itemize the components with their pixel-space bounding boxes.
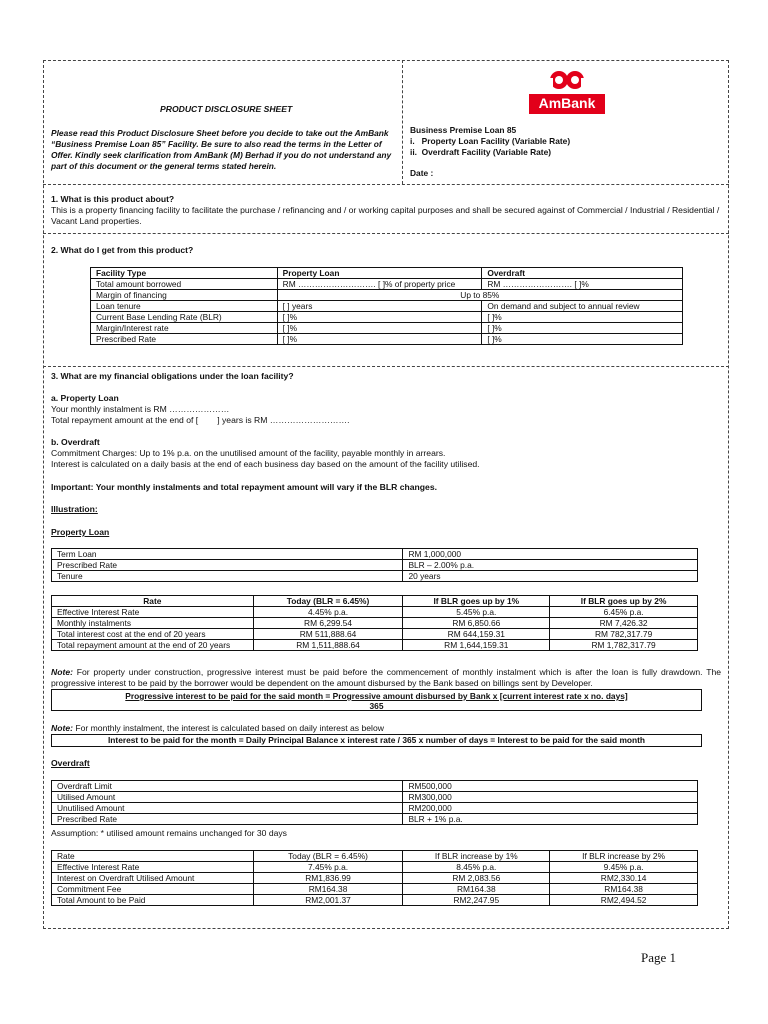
table-cell: RM 1,782,317.79 (550, 640, 698, 651)
table-cell: RM2,001.37 (253, 895, 403, 906)
table-cell: Prescribed Rate (91, 334, 278, 345)
table-cell: [ ]% (482, 312, 683, 323)
facility-table (90, 267, 683, 345)
table-cell: [ ]% (482, 323, 683, 334)
table-cell: RM ………………………. [ ]% of property price (277, 279, 482, 290)
table-cell: BLR + 1% p.a. (403, 814, 698, 825)
table-cell: RM200,000 (403, 803, 698, 814)
logo-text: AmBank (538, 95, 596, 111)
table-cell: Tenure (52, 571, 403, 582)
table-cell: 5.45% p.a. (403, 607, 550, 618)
total-repayment-line: Total repayment amount at the end of [ ] years is RM ………………………. (51, 415, 350, 425)
overdraft-rate-table (51, 850, 698, 906)
illustration-heading: Illustration: (51, 504, 98, 514)
table-cell: Effective Interest Rate (52, 862, 254, 873)
property-loan-subheading: a. Property Loan (51, 393, 119, 403)
table-cell: If BLR increase by 1% (403, 851, 550, 862)
table-cell: Interest on Overdraft Utilised Amount (52, 873, 254, 884)
commitment-charges-line: Commitment Charges: Up to 1% p.a. on the unutilised amount of the facility, payable monthly in arrears. (51, 448, 446, 458)
product-line-1: i. Property Loan Facility (Variable Rate) (410, 136, 571, 146)
table-cell: Rate (52, 851, 254, 862)
table-cell: Loan tenure (91, 301, 278, 312)
table-cell: RM1,836.99 (253, 873, 403, 884)
ambank-logo (529, 68, 605, 116)
note-text: For property under construction, progressive interest must be paid before the commencement of monthly instalment which is after the loan is fully drawdown. The progressive interest to be paid by the borrower would be dependent on the amount disbursed by the Bank based on billings sent by Developer. (51, 667, 721, 688)
table-cell: 9.45% p.a. (550, 862, 698, 873)
daily-interest-formula: Interest to be paid for the month = Daily Principal Balance x interest rate / 365 x number of days = Interest to be paid for the said month (51, 734, 702, 747)
header-divider (402, 60, 403, 184)
table-cell: RM2,247.95 (403, 895, 550, 906)
progressive-interest-note (51, 667, 721, 688)
important-notice: Important: Your monthly instalments and total repayment amount will vary if the BLR changes. (51, 482, 437, 492)
section-divider (43, 184, 729, 185)
table-cell: RM164.38 (253, 884, 403, 895)
section-1-text: This is a property financing facility to facilitate the purchase / refinancing and / or working capital purposes and shall be secured against of Commercial / Industrial / Residential / Vacant Land properties. (51, 205, 720, 226)
property-loan-illustration-heading: Property Loan (51, 527, 110, 537)
table-cell: Prescribed Rate (52, 560, 403, 571)
note-label: Note: (51, 667, 73, 677)
table-cell: Monthly instalments (52, 618, 254, 629)
section-divider (43, 366, 729, 367)
formula-denominator: 365 (369, 701, 384, 711)
table-cell: Total interest cost at the end of 20 years (52, 629, 254, 640)
table-cell: RM 782,317.79 (550, 629, 698, 640)
table-cell: 20 years (403, 571, 698, 582)
table-cell: Unutilised Amount (52, 803, 403, 814)
property-loan-header: Property Loan (277, 268, 482, 279)
note-label: Note: (51, 723, 73, 733)
section-1-heading: 1. What is this product about? (51, 194, 175, 204)
table-cell: Commitment Fee (52, 884, 254, 895)
table-cell: On demand and subject to annual review (482, 301, 683, 312)
table-cell: Today (BLR = 6.45%) (253, 851, 403, 862)
table-cell: Margin/Interest rate (91, 323, 278, 334)
table-cell: Total repayment amount at the end of 20 years (52, 640, 254, 651)
table-cell: [ ]% (277, 334, 482, 345)
overdraft-header: Overdraft (482, 268, 683, 279)
table-cell: Margin of financing (91, 290, 278, 301)
table-header: Today (BLR = 6.45%) (253, 596, 403, 607)
page-title: PRODUCT DISCLOSURE SHEET (160, 104, 293, 114)
table-cell: [ ]% (482, 334, 683, 345)
interest-calc-line: Interest is calculated on a daily basis at the end of each business day based on the amount of the facility utilised. (51, 459, 480, 469)
table-cell: RM 6,850.66 (403, 618, 550, 629)
table-cell: Effective Interest Rate (52, 607, 254, 618)
table-cell: Total amount borrowed (91, 279, 278, 290)
table-cell: RM 644,159.31 (403, 629, 550, 640)
overdraft-illustration-heading: Overdraft (51, 758, 90, 768)
table-cell: 4.45% p.a. (253, 607, 403, 618)
daily-interest-note (51, 723, 384, 733)
table-cell: RM 6,299.54 (253, 618, 403, 629)
table-cell: Term Loan (52, 549, 403, 560)
page-number: Page 1 (641, 950, 677, 965)
table-cell: RM 7,426.32 (550, 618, 698, 629)
table-header: Rate (52, 596, 254, 607)
product-line-2: ii. Overdraft Facility (Variable Rate) (410, 147, 552, 157)
table-cell: Prescribed Rate (52, 814, 403, 825)
assumption-text: Assumption: * utilised amount remains unchanged for 30 days (51, 828, 287, 838)
monthly-instalment-line: Your monthly instalment is RM ………………… (51, 404, 230, 414)
table-header: If BLR goes up by 2% (550, 596, 698, 607)
product-name: Business Premise Loan 85 (410, 125, 517, 135)
overdraft-limit-table (51, 780, 698, 825)
section-2-heading: 2. What do I get from this product? (51, 245, 194, 255)
overdraft-subheading: b. Overdraft (51, 437, 100, 447)
table-cell: Up to 85% (277, 290, 682, 301)
table-cell: Overdraft Limit (52, 781, 403, 792)
table-cell: RM 1,511,888.64 (253, 640, 403, 651)
table-cell: 7.45% p.a. (253, 862, 403, 873)
table-cell: RM 511,888.64 (253, 629, 403, 640)
table-cell: RM2,494.52 (550, 895, 698, 906)
section-divider (43, 233, 729, 234)
facility-type-header: Facility Type (91, 268, 278, 279)
formula-left: Progressive interest to be paid for the said month (125, 691, 324, 701)
date-label: Date : (410, 168, 434, 178)
progressive-interest-formula (51, 689, 702, 711)
note-text: For monthly instalment, the interest is calculated based on daily interest as below (72, 723, 384, 733)
table-cell: [ ]% (277, 323, 482, 334)
term-loan-table (51, 548, 698, 582)
table-cell: RM 1,000,000 (403, 549, 698, 560)
table-cell: If BLR increase by 2% (550, 851, 698, 862)
table-cell: RM2,330.14 (550, 873, 698, 884)
table-cell: Utilised Amount (52, 792, 403, 803)
table-cell: RM500,000 (403, 781, 698, 792)
table-cell: RM300,000 (403, 792, 698, 803)
table-cell: RM164.38 (403, 884, 550, 895)
table-cell: RM 1,644,159.31 (403, 640, 550, 651)
table-cell: [ ]% (277, 312, 482, 323)
table-cell: 6.45% p.a. (550, 607, 698, 618)
table-cell: [ ] years (277, 301, 482, 312)
table-cell: BLR – 2.00% p.a. (403, 560, 698, 571)
table-header: If BLR goes up by 1% (403, 596, 550, 607)
section-3-heading: 3. What are my financial obligations under the loan facility? (51, 371, 294, 381)
formula-right: = Progressive amount disbursed by Bank x [current interest rate x no. days] (323, 691, 628, 701)
property-loan-rate-table (51, 595, 698, 651)
table-cell: RM 2,083.56 (403, 873, 550, 884)
table-cell: RM ……………………. [ ]% (482, 279, 683, 290)
table-cell: Current Base Lending Rate (BLR) (91, 312, 278, 323)
table-cell: RM164.38 (550, 884, 698, 895)
table-cell: Total Amount to be Paid (52, 895, 254, 906)
table-cell: 8.45% p.a. (403, 862, 550, 873)
intro-paragraph: Please read this Product Disclosure Sheet before you decide to take out the AmBank “Business Premise Loan 85” Facility. Be sure to also read the terms in the Letter of Offer. Kindly seek clarification from AmBank (M) Berhad if you do not understand any part of this document or the general terms stated herein. (51, 128, 392, 171)
